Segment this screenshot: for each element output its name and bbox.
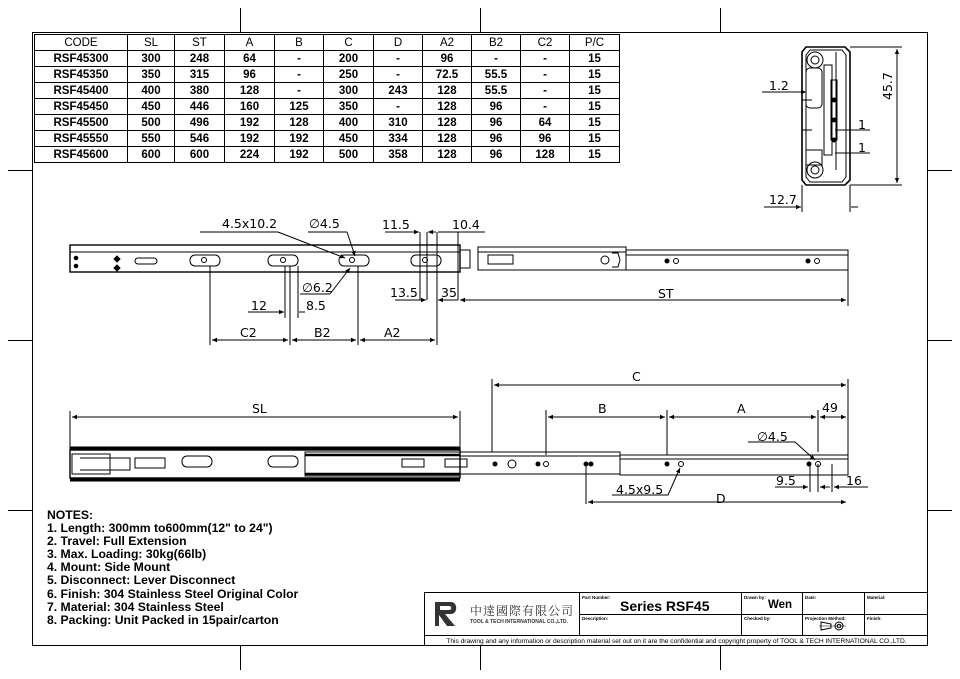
dim-9-5: 9.5 (776, 473, 796, 488)
table-cell: 380 (175, 83, 225, 99)
table-cell: 200 (324, 51, 374, 67)
note-item: 3. Max. Loading: 30kg(66lb) (47, 547, 207, 562)
table-cell: 128 (423, 115, 472, 131)
table-cell: 192 (225, 131, 275, 147)
table-cell: 128 (225, 83, 275, 99)
material-cell (865, 593, 928, 635)
table-header: B (275, 35, 324, 51)
table-cell: 446 (175, 99, 225, 115)
dim-1-2: 1.2 (769, 78, 789, 93)
dim-phi-6-2: ∅6.2 (302, 280, 333, 295)
dim-12-7: 12.7 (769, 192, 797, 207)
checked-by-label: Checked by: (744, 616, 771, 621)
table-cell-code: RSF45300 (35, 51, 128, 67)
table-cell: 55.5 (472, 83, 521, 99)
note-item: 7. Material: 304 Stainless Steel (47, 599, 224, 614)
note-item: 1. Length: 300mm to600mm(12" to 24") (47, 521, 273, 536)
table-cell: 600 (175, 147, 225, 163)
company-name-en: TOOL & TECH INTERNATIONAL CO.,LTD. (470, 619, 568, 625)
dim-phi-4-5-bottom: ∅4.5 (757, 429, 788, 444)
note-item: 6. Finish: 304 Stainless Steel Original Color (47, 586, 299, 601)
note-item: 2. Travel: Full Extension (47, 534, 187, 549)
table-cell: 15 (570, 67, 620, 83)
table-cell: 243 (374, 83, 423, 99)
company-cell (425, 593, 580, 635)
table-cell: 72.5 (423, 67, 472, 83)
table-cell: 15 (570, 83, 620, 99)
dim-35: 35 (441, 285, 457, 300)
dim-st: ST (658, 286, 674, 301)
table-header: CODE (35, 35, 128, 51)
dim-4-5x9-5: 4.5x9.5 (616, 482, 664, 497)
table-cell: 496 (175, 115, 225, 131)
series-name: Series RSF45 (620, 598, 710, 614)
part-number-cell (580, 593, 742, 635)
table-cell: 334 (374, 131, 423, 147)
dimension-labels (222, 72, 895, 506)
table-cell-code: RSF45600 (35, 147, 128, 163)
drawn-by-cell (742, 593, 803, 635)
notes-title: NOTES: (47, 508, 94, 522)
table-cell: - (521, 67, 570, 83)
dim-11-5: 11.5 (382, 217, 410, 232)
table-cell: 55.5 (472, 67, 521, 83)
table-cell: - (521, 51, 570, 67)
top-view (70, 232, 848, 345)
table-cell: 500 (324, 147, 374, 163)
table-cell: 310 (374, 115, 423, 131)
table-cell: - (521, 99, 570, 115)
dim-12: 12 (251, 298, 267, 313)
note-item: 5. Disconnect: Lever Disconnect (47, 573, 236, 588)
table-cell: 128 (521, 147, 570, 163)
table-cell: - (374, 67, 423, 83)
table-cell: 64 (225, 51, 275, 67)
table-cell: 128 (423, 99, 472, 115)
dim-1-b: 1 (858, 140, 866, 155)
table-cell: - (275, 83, 324, 99)
side-view (70, 379, 868, 504)
part-number-label: Part Number: (582, 595, 611, 600)
dim-b2: B2 (314, 325, 331, 340)
table-cell-code: RSF45500 (35, 115, 128, 131)
table-header: SL (128, 35, 175, 51)
notes-block (47, 509, 298, 627)
table-cell: 15 (570, 99, 620, 115)
dim-49: 49 (822, 400, 838, 415)
table-cell: 96 (472, 147, 521, 163)
table-header: B2 (472, 35, 521, 51)
table-cell: 64 (521, 115, 570, 131)
table-cell: 128 (423, 147, 472, 163)
table-cell: 224 (225, 147, 275, 163)
company-name-cn: 中達國際有限公司 (470, 604, 575, 618)
table-cell: 500 (128, 115, 175, 131)
table-cell: 125 (275, 99, 324, 115)
table-cell: 192 (275, 147, 324, 163)
table-cell-code: RSF45350 (35, 67, 128, 83)
table-cell: 96 (423, 51, 472, 67)
note-item: 4. Mount: Side Mount (47, 560, 171, 575)
drawn-by-value: Wen (768, 599, 793, 611)
description-label: Description: (582, 616, 609, 621)
dim-c: C (632, 369, 641, 384)
table-cell: 96 (472, 115, 521, 131)
table-header: P/C (570, 35, 620, 51)
table-cell: 96 (472, 131, 521, 147)
table-cell: 315 (175, 67, 225, 83)
table-cell: 15 (570, 115, 620, 131)
dim-8-5: 8.5 (306, 298, 326, 313)
dim-b: B (598, 401, 607, 416)
cross-section-view (762, 47, 902, 212)
table-cell-code: RSF45550 (35, 131, 128, 147)
table-cell: 358 (374, 147, 423, 163)
table-cell: 350 (324, 99, 374, 115)
table-cell: 400 (324, 115, 374, 131)
date-label: Date: (805, 595, 817, 600)
table-cell: 160 (225, 99, 275, 115)
table-cell: 600 (128, 147, 175, 163)
table-header: A2 (423, 35, 472, 51)
note-item: 8. Packing: Unit Packed in 15pair/carton (47, 612, 279, 627)
dim-phi-4-5: ∅4.5 (309, 216, 340, 231)
table-cell: - (275, 51, 324, 67)
company-logo (433, 600, 459, 628)
table-cell: 15 (570, 51, 620, 67)
table-cell: 550 (128, 131, 175, 147)
table-cell: 400 (128, 83, 175, 99)
table-cell: 128 (423, 131, 472, 147)
table-cell: 300 (324, 83, 374, 99)
table-cell: 450 (128, 99, 175, 115)
table-header: C (324, 35, 374, 51)
table-cell: 450 (324, 131, 374, 147)
table-cell: - (275, 67, 324, 83)
table-cell: 96 (472, 99, 521, 115)
dim-10-4: 10.4 (452, 217, 480, 232)
dim-d: D (716, 491, 726, 506)
table-cell: 128 (423, 83, 472, 99)
dim-4-5x10-2: 4.5x10.2 (222, 216, 278, 231)
drawn-by-label: Drawn by: (744, 595, 766, 600)
table-cell: 96 (521, 131, 570, 147)
table-cell: 350 (128, 67, 175, 83)
table-cell: 192 (275, 131, 324, 147)
confidentiality-footer: This drawing and any information or description material set out on it are the confidential and copyright property of TOOL & TECH INTERNATIONAL CO.,LTD. (425, 635, 928, 647)
table-cell: 248 (175, 51, 225, 67)
table-cell: 15 (570, 147, 620, 163)
table-cell: 128 (275, 115, 324, 131)
projection-symbol-icon (819, 620, 847, 632)
dim-a2: A2 (384, 325, 401, 340)
table-cell: - (521, 83, 570, 99)
table-cell: - (374, 99, 423, 115)
table-cell: 300 (128, 51, 175, 67)
table-header: A (225, 35, 275, 51)
table-header: D (374, 35, 423, 51)
table-cell: - (374, 51, 423, 67)
title-block (424, 592, 928, 646)
dim-sl: SL (252, 401, 267, 416)
dim-45-7: 45.7 (880, 72, 895, 100)
table-cell-code: RSF45450 (35, 99, 128, 115)
table-header: ST (175, 35, 225, 51)
table-cell-code: RSF45400 (35, 83, 128, 99)
material-label: Material: (867, 595, 886, 600)
table-header: C2 (521, 35, 570, 51)
dim-13-5: 13.5 (390, 285, 418, 300)
finish-label: Finish: (867, 616, 882, 621)
table-cell: 546 (175, 131, 225, 147)
date-cell (803, 593, 865, 635)
table-cell: - (472, 51, 521, 67)
projection-label: Projection Method: (805, 616, 846, 621)
dim-1-a: 1 (858, 117, 866, 132)
table-cell: 250 (324, 67, 374, 83)
dim-a: A (737, 401, 746, 416)
table-cell: 15 (570, 131, 620, 147)
dim-c2: C2 (240, 325, 257, 340)
table-cell: 96 (225, 67, 275, 83)
table-cell: 192 (225, 115, 275, 131)
dim-16: 16 (846, 473, 862, 488)
